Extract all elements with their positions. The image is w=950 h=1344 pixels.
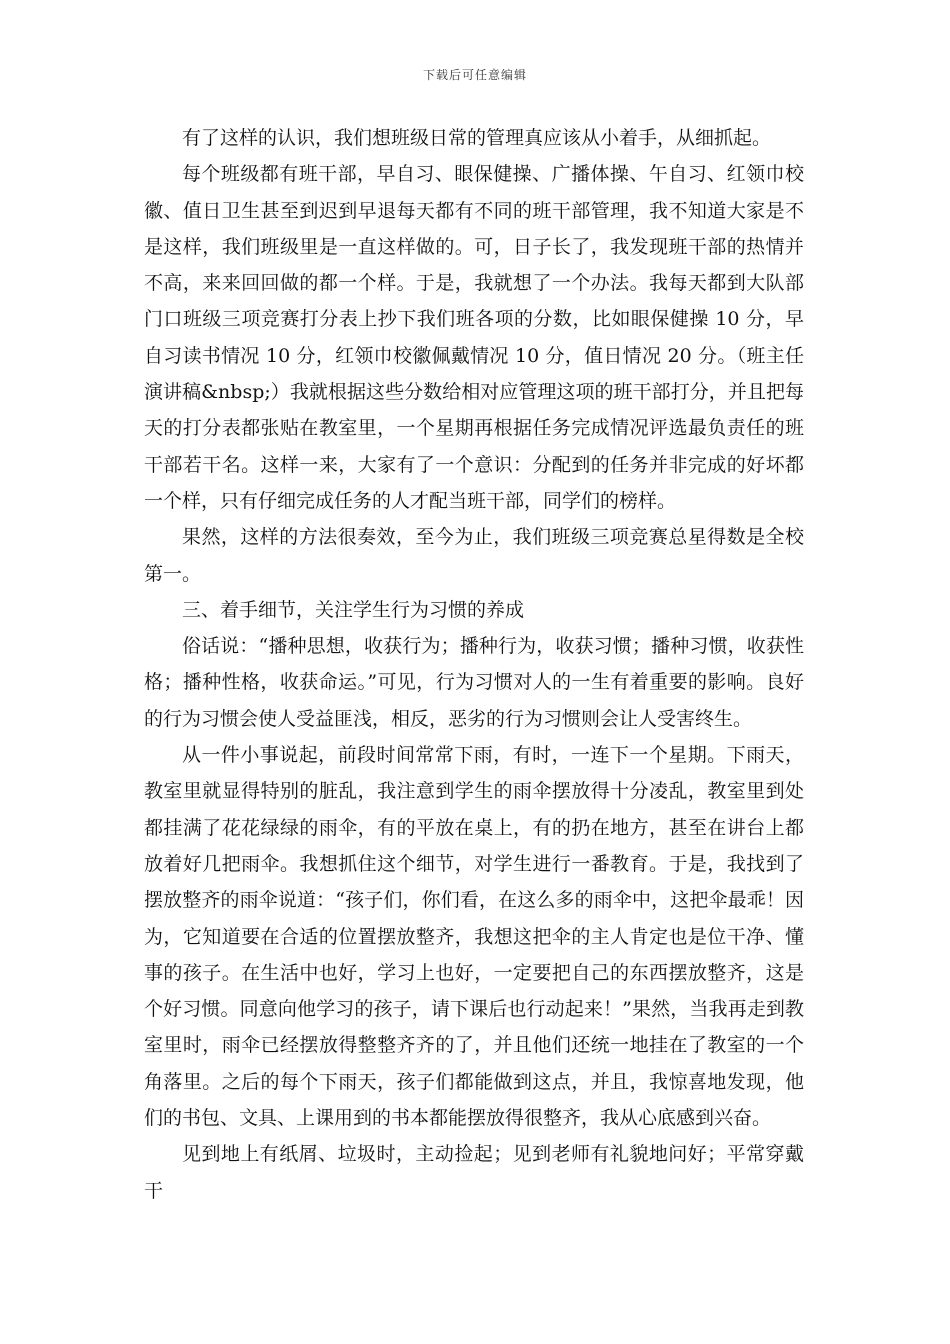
paragraph: 俗话说：“播种思想，收获行为；播种行为，收获习惯；播种习惯，收获性格；播种性格，收获命运。”可见，行为习惯对人的一生有着重要的影响。良好的行为习惯会使人受益匪浅，相反，恶劣的行为习惯则会让人受害终生。 <box>144 635 804 730</box>
paragraph: 从一件小事说起，前段时间常常下雨，有时，一连下一个星期。下雨天，教室里就显得特别的脏乱，我注意到学生的雨伞摆放得十分凌乱，教室里到处都挂满了花花绿绿的雨伞，有的平放在桌上，有的扔在地方，甚至在讲台上都放着好几把雨伞。我想抓住这个细节，对学生进行一番教育。于是，我找到了摆放整齐的雨伞说道：“孩子们，你们看，在这么多的雨伞中，这把伞最乖！因为，它知道要在合适的位置摆放整齐，我想这把伞的主人肯定也是位干净、懂事的孩子。在生活中也好，学习上也好，一定要把自己的东西摆放整齐，这是个好习惯。同意向他学习的孩子，请下课后也行动起来！”果然，当我再走到教室里时，雨伞已经摆放得整整齐齐的了，并且他们还统一地挂在了教室的一个角落里。之后的每个下雨天，孩子们都能做到这点，并且，我惊喜地发现，他们的书包、文具、上课用到的书本都能摆放得很整齐，我从心底感到兴奋。 <box>144 744 804 1130</box>
paragraph: 有了这样的认识，我们想班级日常的管理真应该从小着手，从细抓起。 <box>182 127 772 149</box>
page-header: 下载后可任意编辑 <box>422 68 527 82</box>
paragraph: 每个班级都有班干部，早自习、眼保健操、广播体操、午自习、红领巾校徽、值日卫生甚至到迟到早退每天都有不同的班干部管理，我不知道大家是不是这样，我们班级里是一直这样做的。可，日子长了，我发现班干部的热情并不高，来来回回做的都一个样。于是，我就想了一个办法。我每天都到大队部门口班级三项竞赛打分表上抄下我们班各项的分数，比如眼保健操 10 分，早自习读书情况 10 分，红领巾校徽佩戴情况 10 分，值日情况 20 分。（班主任演讲稿&nbsp;）我就根据这些分数给相对应管理这项的班干部打分，并且把每天的打分表都张贴在教室里，一个星期再根据任务完成情况评选最负责任的班干部若干名。这样一来，大家有了一个意识：分配到的任务并非完成的好坏都一个样，只有仔细完成任务的人才配当班干部，同学们的榜样。 <box>144 163 804 512</box>
paragraph: 果然，这样的方法很奏效，至今为止，我们班级三项竞赛总星得数是全校第一。 <box>144 526 804 585</box>
section-heading: 三、着手细节，关注学生行为习惯的养成 <box>182 598 525 621</box>
document-body <box>144 120 804 1209</box>
paragraph: 见到地上有纸屑、垃圾时，主动捡起；见到老师有礼貌地问好；平常穿戴干 <box>144 1143 804 1202</box>
